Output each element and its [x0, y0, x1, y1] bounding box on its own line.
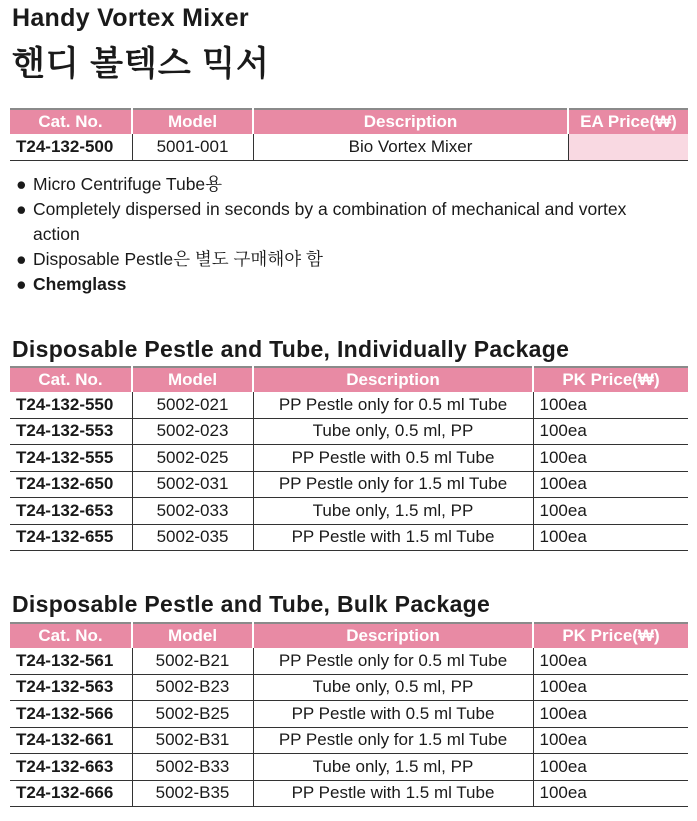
feature-item: [16, 197, 653, 247]
table-row: [10, 674, 688, 701]
description-cell: Tube only, 1.5 ml, PP: [253, 754, 533, 781]
price-cell: [568, 134, 688, 160]
model-cell: 5002-B21: [132, 648, 253, 674]
model-cell: 5002-025: [132, 445, 253, 472]
feature-item: [16, 272, 653, 297]
price-cell: 100ea: [533, 392, 688, 418]
product-table: [10, 108, 688, 161]
header-pk-price: PK Price(₩): [533, 367, 688, 392]
feature-text: Micro Centrifuge Tube용: [33, 174, 223, 194]
cat-no-cell: T24-132-500: [10, 134, 132, 160]
cat-no-cell: T24-132-566: [10, 701, 132, 728]
table-row: [10, 392, 688, 418]
price-cell: 100ea: [533, 418, 688, 445]
bulk-table-header: [10, 623, 688, 648]
table-row: [10, 648, 688, 674]
table-row: [10, 498, 688, 525]
price-cell: 100ea: [533, 648, 688, 674]
feature-text: Disposable Pestle은 별도 구매해야 함: [33, 249, 323, 269]
price-cell: 100ea: [533, 471, 688, 498]
cat-no-cell: T24-132-661: [10, 727, 132, 754]
bullet-icon: ●: [16, 274, 27, 294]
description-cell: Tube only, 1.5 ml, PP: [253, 498, 533, 525]
price-cell: 100ea: [533, 780, 688, 807]
model-cell: 5002-023: [132, 418, 253, 445]
feature-item: [16, 172, 653, 197]
individual-package-table: [10, 366, 688, 551]
model-cell: 5002-021: [132, 392, 253, 418]
table-row: [10, 418, 688, 445]
price-cell: 100ea: [533, 498, 688, 525]
bulk-package-table: [10, 622, 688, 807]
description-cell: PP Pestle only for 0.5 ml Tube: [253, 648, 533, 674]
header-description: Description: [253, 623, 533, 648]
table-row: [10, 134, 688, 160]
cat-no-cell: T24-132-550: [10, 392, 132, 418]
description-cell: Tube only, 0.5 ml, PP: [253, 418, 533, 445]
price-cell: 100ea: [533, 674, 688, 701]
bullet-icon: ●: [16, 174, 27, 194]
table-row: [10, 701, 688, 728]
cat-no-cell: T24-132-655: [10, 524, 132, 551]
price-cell: 100ea: [533, 701, 688, 728]
cat-no-cell: T24-132-553: [10, 418, 132, 445]
description-cell: PP Pestle with 1.5 ml Tube: [253, 780, 533, 807]
header-model: Model: [132, 109, 253, 134]
cat-no-cell: T24-132-555: [10, 445, 132, 472]
table-row: [10, 471, 688, 498]
description-cell: PP Pestle with 1.5 ml Tube: [253, 524, 533, 551]
description-cell: PP Pestle only for 0.5 ml Tube: [253, 392, 533, 418]
cat-no-cell: T24-132-563: [10, 674, 132, 701]
header-cat-no: Cat. No.: [10, 367, 132, 392]
model-cell: 5002-031: [132, 471, 253, 498]
table-row: [10, 780, 688, 807]
bullet-icon: ●: [16, 249, 27, 269]
page-title-english: Handy Vortex Mixer: [12, 4, 249, 32]
section-title-bulk: Disposable Pestle and Tube, Bulk Package: [12, 591, 491, 617]
price-cell: 100ea: [533, 445, 688, 472]
individual-table-header: [10, 367, 688, 392]
feature-text: Completely dispersed in seconds by a combination of mechanical and vortex action: [33, 199, 627, 244]
header-cat-no: Cat. No.: [10, 623, 132, 648]
feature-list: [16, 172, 653, 297]
table-row: [10, 727, 688, 754]
description-cell: Tube only, 0.5 ml, PP: [253, 674, 533, 701]
product-table-header: [10, 109, 688, 134]
description-cell: PP Pestle only for 1.5 ml Tube: [253, 727, 533, 754]
description-cell: PP Pestle with 0.5 ml Tube: [253, 701, 533, 728]
cat-no-cell: T24-132-650: [10, 471, 132, 498]
model-cell: 5002-033: [132, 498, 253, 525]
bullet-icon: ●: [16, 199, 27, 219]
model-cell: 5002-B23: [132, 674, 253, 701]
header-description: Description: [253, 109, 568, 134]
price-cell: 100ea: [533, 727, 688, 754]
header-ea-price: EA Price(₩): [568, 109, 688, 134]
model-cell: 5002-B31: [132, 727, 253, 754]
table-row: [10, 445, 688, 472]
header-pk-price: PK Price(₩): [533, 623, 688, 648]
model-cell: 5002-B35: [132, 780, 253, 807]
model-cell: 5001-001: [132, 134, 253, 160]
description-cell: PP Pestle only for 1.5 ml Tube: [253, 471, 533, 498]
model-cell: 5002-B25: [132, 701, 253, 728]
header-description: Description: [253, 367, 533, 392]
cat-no-cell: T24-132-666: [10, 780, 132, 807]
feature-text-brand: Chemglass: [33, 274, 127, 294]
feature-item: [16, 247, 653, 272]
model-cell: 5002-B33: [132, 754, 253, 781]
header-model: Model: [132, 623, 253, 648]
section-title-individual: Disposable Pestle and Tube, Individually Package: [12, 336, 570, 362]
page-title-korean: 핸디 볼텍스 믹서: [12, 45, 270, 83]
cat-no-cell: T24-132-653: [10, 498, 132, 525]
cat-no-cell: T24-132-561: [10, 648, 132, 674]
price-cell: 100ea: [533, 754, 688, 781]
model-cell: 5002-035: [132, 524, 253, 551]
description-cell: Bio Vortex Mixer: [253, 134, 568, 160]
header-model: Model: [132, 367, 253, 392]
header-cat-no: Cat. No.: [10, 109, 132, 134]
cat-no-cell: T24-132-663: [10, 754, 132, 781]
description-cell: PP Pestle with 0.5 ml Tube: [253, 445, 533, 472]
price-cell: 100ea: [533, 524, 688, 551]
table-row: [10, 524, 688, 551]
table-row: [10, 754, 688, 781]
